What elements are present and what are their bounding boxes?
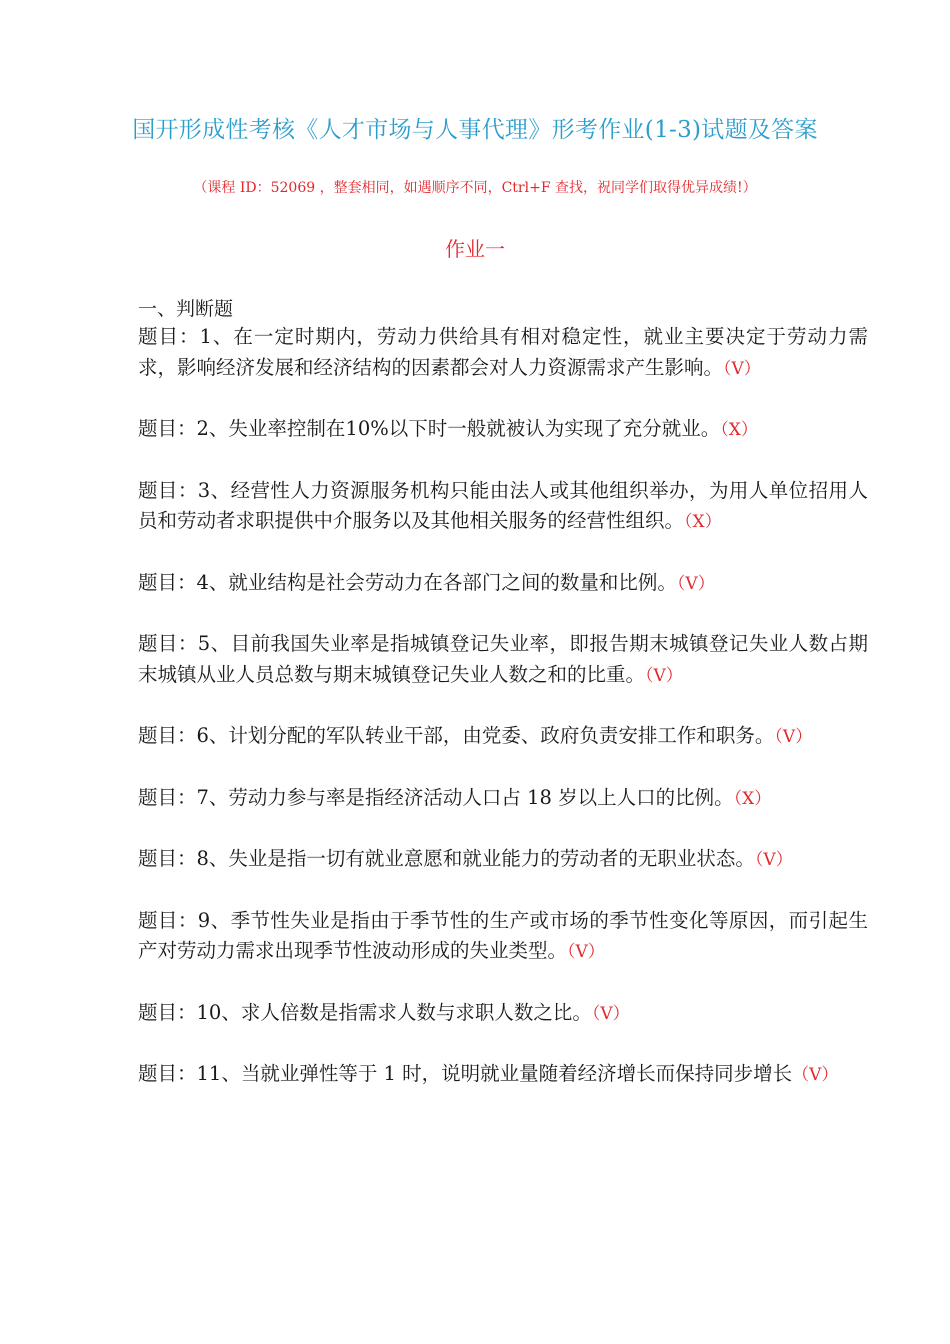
answer-mark: （X） [684, 512, 722, 532]
question-text: 题目：7、劳动力参与率是指经济活动人口占 18 岁以上人口的比例。 [138, 785, 734, 809]
question-text: 题目：6、计划分配的军队转业干部，由党委、政府负责安排工作和职务。 [138, 724, 775, 747]
answer-mark: （X） [733, 788, 772, 809]
question-item [138, 783, 868, 815]
question-text: 题目：8、失业是指一切有就业意愿和就业能力的劳动者的无职业状态。 [138, 847, 755, 870]
answer-mark: （V） [723, 358, 761, 379]
answer-mark: （X） [720, 420, 758, 440]
part-heading: 一、判断题 [138, 298, 234, 320]
question-text: 题目：5、目前我国失业率是指城镇登记失业率，即报告期末城镇登记失业人数占期末城镇从业人员总数与期末城镇登记失业人数之和的比重。 [138, 632, 868, 686]
question-list [138, 322, 868, 1091]
document-title: 国开形成性考核《人才市场与人事代理》形考作业(1-3)试题及答案 [132, 117, 818, 143]
document-subtitle: （课程 ID：52069 ，整套相同，如遇顺序不同，Ctrl+F 查找，祝同学们取得优异成绩!） [193, 180, 757, 196]
question-item [138, 322, 868, 384]
section-heading: 作业一 [445, 237, 505, 261]
answer-mark: （V） [567, 942, 605, 962]
question-item [138, 721, 868, 753]
question-text: 题目：3、经营性人力资源服务机构只能由法人或其他组织举办，为用人单位招用人员和劳动者求职提供中介服务以及其他相关服务的经营性组织。 [138, 478, 868, 532]
question-item [138, 568, 868, 600]
question-text: 题目：10、求人倍数是指需求人数与求职人数之比。 [138, 1000, 592, 1024]
question-item [138, 998, 868, 1030]
question-text: 题目：11、当就业弹性等于 1 时，说明就业量随着经济增长而保持同步增长 [138, 1062, 793, 1085]
question-item [138, 1059, 868, 1091]
question-item [138, 844, 868, 876]
answer-mark: （V） [645, 665, 683, 686]
question-text: 题目：1、在一定时期内，劳动力供给具有相对稳定性，就业主要决定于劳动力需求，影响经济发展和经济结构的因素都会对人力资源需求产生影响。 [138, 325, 868, 379]
answer-mark: （V） [774, 727, 813, 747]
question-text: 题目：2、失业率控制在10%以下时一般就被认为实现了充分就业。 [138, 417, 721, 440]
answer-mark: （V） [591, 1003, 630, 1024]
question-item [138, 906, 868, 968]
answer-mark: （V） [754, 850, 793, 870]
question-text: 题目：4、就业结构是社会劳动力在各部门之间的数量和比例。 [138, 570, 677, 594]
answer-mark: （V） [792, 1065, 839, 1085]
question-text: 题目：9、季节性失业是指由于季节性的生产或市场的季节性变化等原因，而引起生产对劳动力需求出现季节性波动形成的失业类型。 [138, 908, 868, 962]
question-item [138, 476, 868, 538]
question-item [138, 414, 868, 446]
question-item [138, 629, 868, 691]
answer-mark: （V） [676, 573, 715, 594]
